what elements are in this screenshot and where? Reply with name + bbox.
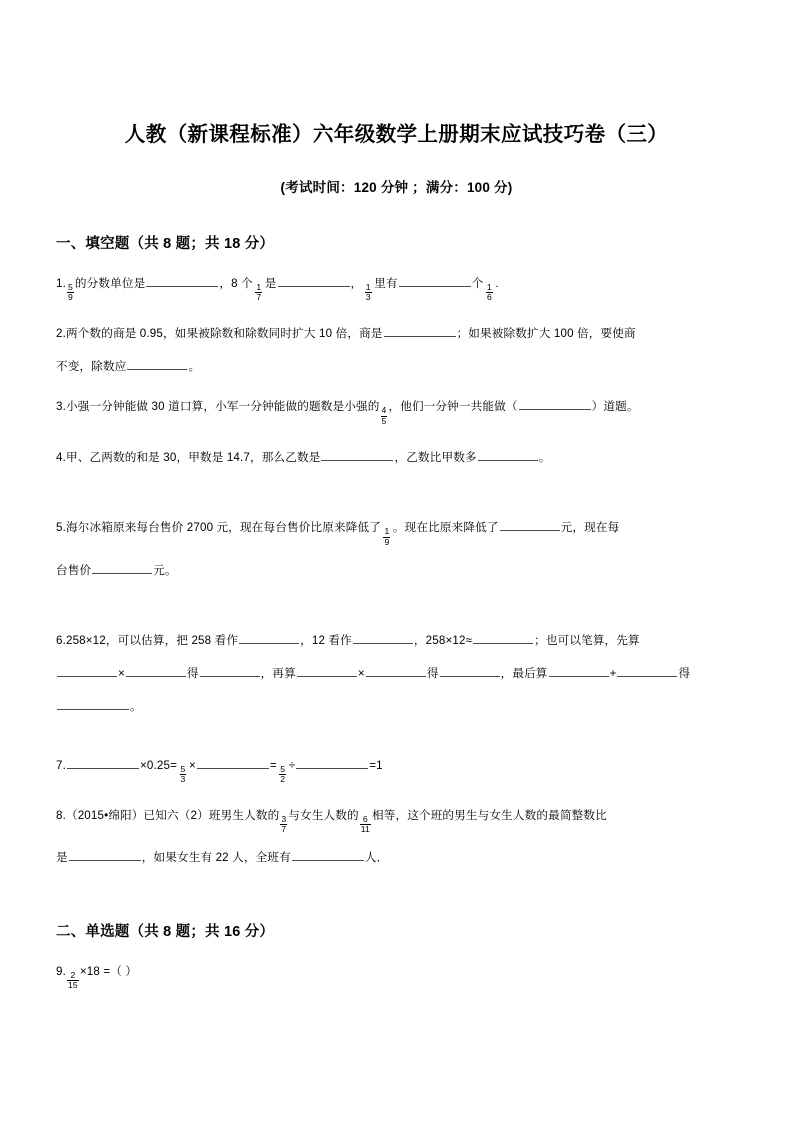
fraction-2-15: $\frac{2}{15}$ [67, 969, 78, 991]
answer-blank[interactable] [126, 665, 186, 677]
spacer [56, 548, 737, 562]
answer-blank[interactable] [519, 398, 591, 410]
question-5-line-2 [56, 562, 737, 581]
question-5 [56, 519, 737, 547]
spacer [56, 684, 737, 698]
question-3-text-1: 3.小强一分钟能做 30 道口算，小军一分钟能做的题数是小强的 [56, 400, 380, 414]
answer-blank[interactable] [146, 275, 218, 287]
answer-blank[interactable] [292, 849, 364, 861]
fraction-5-2: $\frac{5}{2}$ [280, 763, 286, 784]
answer-blank[interactable] [549, 665, 609, 677]
spacer [56, 376, 737, 398]
question-4-text-1: 4.甲、乙两数的和是 30，甲数是 14.7，那么乙数是 [56, 450, 321, 464]
fraction-3-7: $\frac{3}{7}$ [281, 813, 287, 835]
question-7-text-4: ÷ [288, 758, 296, 772]
answer-blank[interactable] [197, 757, 269, 769]
question-8 [56, 807, 737, 835]
question-6-line-2 [56, 665, 737, 684]
question-8-line-2 [56, 849, 737, 868]
spacer [56, 427, 737, 449]
answer-blank[interactable] [127, 358, 187, 370]
question-6-text-12: 得 [678, 667, 691, 681]
fraction-6-11: $\frac{6}{11}$ [360, 813, 370, 835]
question-6-text-5: × [118, 667, 125, 681]
fraction-1-3: $\frac{1}{3}$ [365, 281, 371, 302]
question-7-text-5: =1 [369, 758, 383, 772]
question-5-text-3: 元，现在每 [560, 521, 620, 535]
answer-blank[interactable] [57, 665, 117, 677]
exam-subtitle: (考试时间：120 分钟 ；满分：100 分) [280, 179, 513, 195]
answer-blank[interactable] [617, 665, 677, 677]
question-5-text-4: 台售价 [56, 563, 92, 577]
answer-blank[interactable] [384, 325, 456, 337]
question-6-text-6: 得 [186, 667, 199, 681]
question-6-text-8: × [357, 667, 365, 681]
question-1-text-4: ， [350, 276, 363, 290]
question-1-text-2: ，8 个 [219, 276, 253, 290]
answer-blank[interactable] [321, 449, 393, 461]
spacer [56, 717, 737, 757]
answer-blank[interactable] [366, 665, 426, 677]
question-5-text-1: 5.海尔冰箱原来每台售价 2700 元，现在每台售价比原来降低了 [56, 521, 381, 535]
question-6-text-4: ；也可以笔算，先算 [534, 634, 640, 648]
question-6-text-13: 。 [130, 700, 142, 713]
question-6-text-2: ，12 看作 [300, 634, 352, 648]
answer-blank[interactable] [239, 632, 299, 644]
spacer [56, 253, 737, 275]
answer-blank[interactable] [353, 632, 413, 644]
answer-blank[interactable] [399, 275, 471, 287]
fraction-5-9: $\frac{5}{9}$ [67, 281, 73, 302]
question-8-text-5: ，如果女生有 22 人，全班有 [141, 851, 291, 865]
answer-blank[interactable] [278, 275, 350, 287]
spacer [56, 835, 737, 849]
question-3-text-2: ，他们一分钟一共能做（ [388, 400, 518, 414]
answer-blank[interactable] [200, 665, 260, 677]
section-heading-fill-in-blank: 一、填空题（共 8 题；共 18 分） [56, 235, 275, 252]
answer-blank[interactable] [478, 449, 538, 461]
answer-blank[interactable] [57, 698, 129, 710]
question-2-text-1: 2.两个数的商是 0.95，如果被除数和除数同时扩大 10 倍，商是 [56, 326, 383, 340]
spacer [56, 785, 737, 807]
page-title: 人教（新课程标准）六年级数学上册期末应试技巧卷（三） [124, 123, 669, 146]
question-6 [56, 632, 737, 651]
spacer [56, 651, 737, 665]
question-6-text-10: ，最后算 [500, 667, 548, 681]
question-9-number: 9. [56, 964, 66, 978]
question-7 [56, 757, 737, 785]
question-5-text-2: 。现在比原来降低了 [392, 521, 499, 535]
spacer [56, 580, 737, 632]
spacer [56, 467, 737, 519]
answer-blank[interactable] [297, 665, 357, 677]
question-7-text-3: = [269, 758, 277, 772]
question-8-text-6: 人． [364, 851, 389, 865]
section-heading-single-choice: 二、单选题（共 8 题；共 16 分） [56, 923, 275, 940]
spacer [56, 344, 737, 358]
question-8-text-3: 相等，这个班的男生与女生人数的最简整数比 [371, 808, 607, 822]
answer-blank[interactable] [500, 519, 560, 531]
fraction-1-9: $\frac{1}{9}$ [384, 526, 390, 547]
question-2-line-2 [56, 358, 737, 377]
question-6-text-9: 得 [426, 667, 439, 681]
question-8-text-1: 8.（2015•绵阳）已知六（2）班男生人数的 [56, 808, 280, 822]
spacer [56, 941, 737, 963]
question-6-line-3 [56, 698, 737, 717]
question-9-text-1: ×18 =（ ） [79, 964, 138, 978]
fraction-1-7: $\frac{1}{7}$ [256, 281, 262, 302]
question-1-text-5: 里有 [374, 276, 398, 290]
question-2 [56, 325, 737, 344]
answer-blank[interactable] [69, 849, 141, 861]
spacer [56, 868, 737, 920]
question-7-number: 7. [56, 758, 66, 772]
question-7-text-1: ×0.25= [139, 758, 177, 772]
question-4-text-2: ，乙数比甲数多 [394, 450, 477, 464]
question-9 [56, 963, 737, 991]
answer-blank[interactable] [440, 665, 500, 677]
spacer [56, 303, 737, 325]
answer-blank[interactable] [67, 757, 139, 769]
fraction-5-3: $\frac{5}{3}$ [180, 763, 186, 784]
question-2-text-4: 。 [188, 359, 201, 373]
question-7-text-2: × [188, 758, 196, 772]
question-6-text-11: + [609, 667, 617, 681]
question-8-text-4: 是 [56, 851, 68, 865]
question-1-text-7: . [495, 276, 499, 290]
fraction-4-5: $\frac{4}{5}$ [381, 405, 387, 426]
question-6-text-3: ，258×12≈ [413, 634, 473, 648]
question-1-number: 1. [56, 276, 66, 290]
question-6-text-7: ，再算 [260, 667, 296, 681]
question-4-text-3: 。 [538, 450, 551, 464]
question-8-text-2: 与女生人数的 [288, 808, 359, 822]
question-3 [56, 398, 737, 426]
question-1-text-1: 的分数单位是 [74, 276, 146, 290]
fraction-1-6: $\frac{1}{6}$ [486, 281, 492, 302]
question-6-text-1: 6.258×12，可以估算，把 258 看作 [56, 634, 239, 648]
answer-blank[interactable] [92, 562, 152, 574]
question-5-text-5: 元。 [153, 563, 177, 577]
question-3-text-3: ）道题。 [591, 400, 639, 414]
question-2-text-2: ；如果被除数扩大 100 倍，要使商 [456, 326, 636, 340]
answer-blank[interactable] [473, 632, 533, 644]
question-4 [56, 449, 737, 468]
question-1-text-3: 是 [264, 276, 277, 290]
question-2-text-3: 不变，除数应 [56, 359, 127, 373]
answer-blank[interactable] [296, 757, 368, 769]
question-1 [56, 275, 737, 303]
question-1-text-6: 个 [471, 276, 484, 290]
